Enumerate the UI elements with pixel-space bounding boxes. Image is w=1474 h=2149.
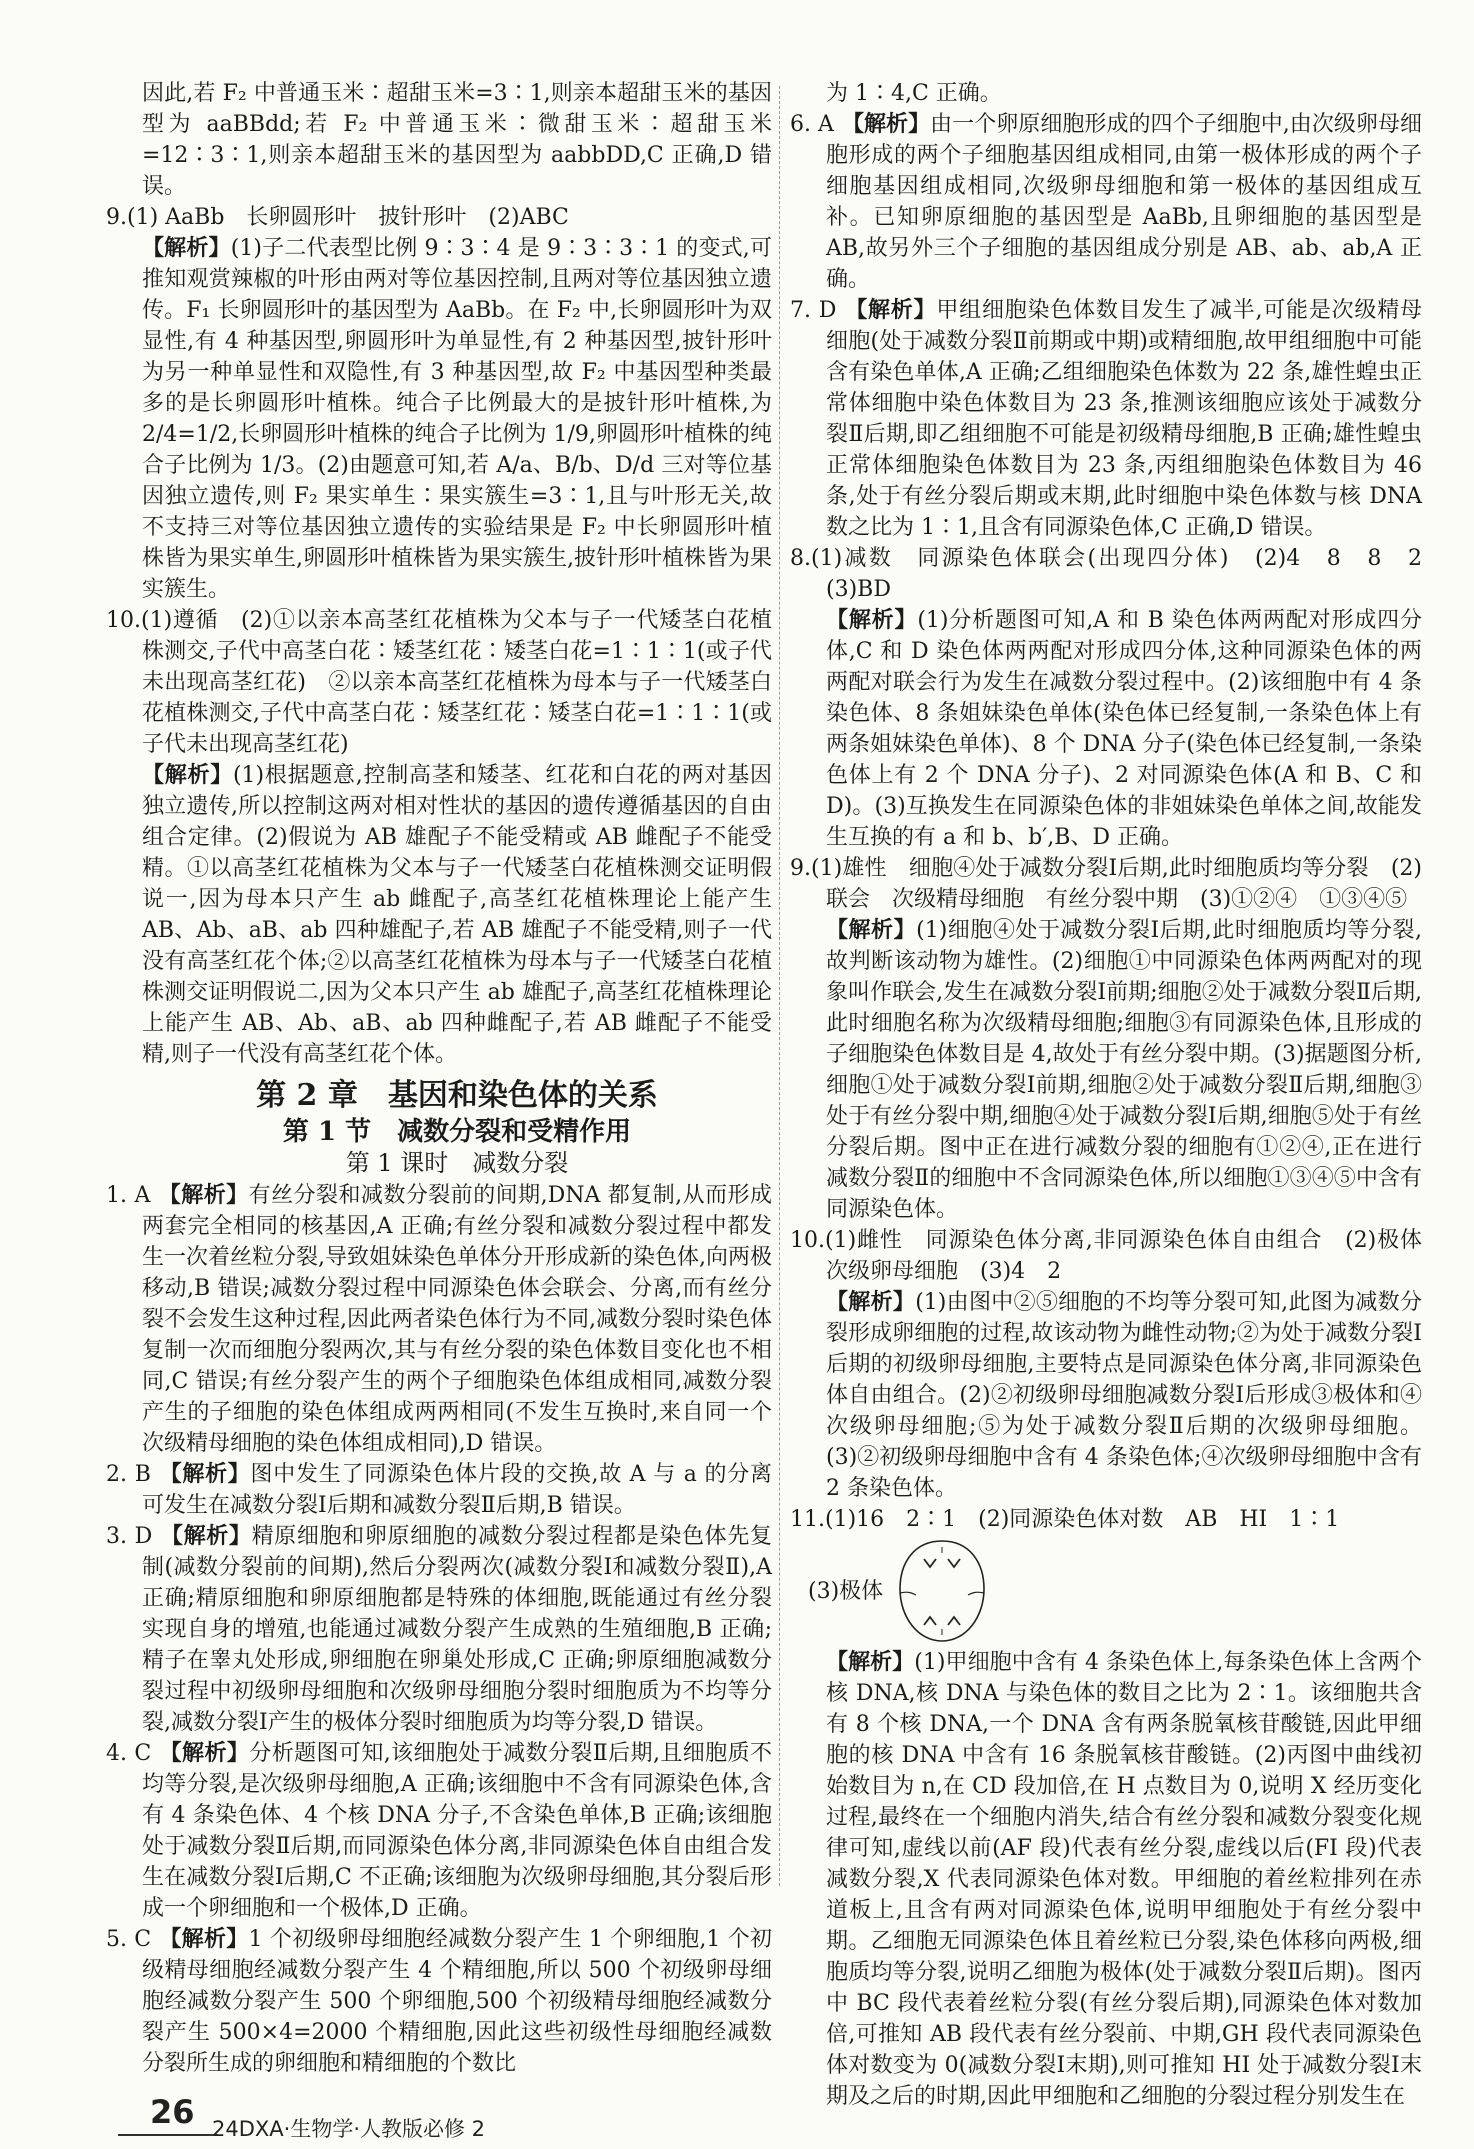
q11-analysis (790, 1647, 1422, 2112)
analysis-tag: 【解析】 (841, 111, 931, 137)
analysis-tag: 【解析】 (158, 1461, 251, 1487)
analysis-tag: 【解析】 (159, 1926, 249, 1952)
q10-answer: 10.(1)遵循 (2)①以亲本高茎红花植株为父本与子一代矮茎白花植株测交,子代中高茎白花∶矮茎红花∶矮茎白花=1∶1∶1(或子代未出现高茎红花) ②以亲本高茎红花植株为母本与子一代矮茎白花植株测交,子代中高茎白花∶矮茎红花∶矮茎白花=1∶1∶1(或子代未出现高茎红花) (106, 608, 772, 757)
analysis-text: 甲组细胞染色体数目发生了减半,可能是次级精母细胞(处于减数分裂Ⅱ前期或中期)或精细胞,故甲组细胞中可能含有染色单体,A 正确;乙组细胞染色体数为 22 条,雄性蝗虫正常体细胞中染色体数目为 23 条,推测该细胞应该处于减数分裂Ⅱ后期,即乙组细胞不可能是初级精母细胞,B 正确;雄性蝗虫正常体细胞染色体数目为 23 条,丙组细胞染色体数目为 46 条,处于有丝分裂后期或末期,此时细胞中染色体数与核 DNA 数之比为 1∶1,且含有同源染色体,C 正确,D 错误。 (826, 298, 1422, 540)
q10-analysis (106, 760, 772, 1070)
section-title: 第 1 节 减数分裂和受精作用 (282, 1117, 632, 1147)
answer-label: 6. A (790, 112, 834, 137)
answer-label: 2. B (106, 1462, 151, 1487)
analysis-tag: 【解析】 (142, 235, 231, 261)
cell-furrow-left (900, 1592, 916, 1595)
chromosome-top-right (948, 1559, 960, 1567)
analysis-tag: 【解析】 (826, 607, 918, 633)
analysis-tag: 【解析】 (844, 297, 937, 323)
q8-analysis (790, 605, 1422, 853)
analysis-text: (1)子二代表型比例 9∶3∶4 是 9∶3∶3∶1 的变式,可推知观赏辣椒的叶形由两对等位基因控制,且两对等位基因独立遗传。F₁ 长卵圆形叶的基因型为 AaBb。在 F₂ 中,长卵圆形叶为双显性,有 4 种基因型,卵圆形叶为单显性,有 2 种基因型,披针形叶为另一种单显性和双隐性,有 3 种基因型,故 F₂ 中基因型种类最多的是长卵圆形叶植株。纯合子比例最大的是披针形叶植株,为 2/4=1/2,长卵圆形叶植株的纯合子比例为 1/9,卵圆形叶植株的纯合子比例为 1/3。(2)由题意可知,若 A/a、B/b、D/d 三对等位基因独立遗传,则 F₂ 果实单生∶果实簇生=3∶1,且与叶形无关,故不支持三对等位基因独立遗传的实验结果是 F₂ 中长卵圆形叶植株皆为果实单生,卵圆形叶植株皆为果实簇生,披针形叶植株皆为果实簇生。 (142, 236, 772, 602)
answer-label: 7. D (790, 298, 837, 323)
analysis-tag: 【解析】 (826, 1649, 915, 1675)
analysis-text: 图中发生了同源染色体片段的交换,故 A 与 a 的分离可发生在减数分裂Ⅰ后期和减数分裂Ⅱ后期,B 错误。 (142, 1462, 772, 1518)
answer-label: 4. C (106, 1741, 152, 1766)
q9-answer: 9.(1) AaBb 长卵圆形叶 披针形叶 (2)ABC (106, 205, 569, 230)
left-column (106, 78, 772, 2076)
analysis-text: 分析题图可知,该细胞处于减数分裂Ⅱ后期,且细胞质不均等分裂,是次级卵母细胞,A 正确;该细胞中不含有同源染色体,含有 4 条染色体、4 个核 DNA 分子,不含染色单体,B 正确;该细胞处于减数分裂Ⅱ后期,而同源染色体分离,非同源染色体自由组合发生在减数分裂Ⅰ后期,C 不正确;该细胞为次级卵母细胞,其分裂后形成一个卵细胞和一个极体,D 正确。 (142, 1741, 772, 1921)
analysis-text: 1 个初级卵母细胞经减数分裂产生 1 个卵细胞,1 个初级精母细胞经减数分裂产生 4 个精细胞,所以 500 个初级卵母细胞经减数分裂产生 500 个卵细胞,500 个初级精母细胞经减数分裂产生 500×4=2000 个精细胞,因此这些初级性母细胞经减数分裂所生成的卵细胞和精细胞的个数比 (142, 1927, 772, 2076)
polar-body-cell-drawing (896, 1537, 988, 1645)
q10-answer: 10.(1)雌性 同源染色体分离,非同源染色体自由组合 (2)极体 次级卵母细胞 (3)4 2 (790, 1228, 1445, 1284)
page-number-underline (118, 2134, 218, 2136)
analysis-text: (1)由图中②⑤细胞的不均等分裂可知,此图为减数分裂形成卵细胞的过程,故该动物为雌性动物;②为处于减数分裂Ⅰ后期的初级卵母细胞,主要特点是同源染色体分离,非同源染色体自由组合。(2)②初级卵母细胞减数分裂Ⅰ后形成③极体和④次级卵母细胞;⑤为处于减数分裂Ⅱ后期的次级卵母细胞。(3)②初级卵母细胞中含有 4 条染色体;④次级卵母细胞中含有 2 条染色体。 (826, 1290, 1422, 1501)
q9-analysis (106, 233, 772, 605)
q11-answer: 11.(1)16 2∶1 (2)同源染色体对数 AB HI 1∶1 (790, 1507, 1340, 1532)
analysis-text: 有丝分裂和减数分裂前的间期,DNA 都复制,从而形成两套完全相同的核基因,A 正确;有丝分裂和减数分裂过程中都发生一次着丝粒分裂,导致姐妹染色单体分开形成新的染色体,向两极移动,B 错误;减数分裂过程中同源染色体会联会、分离,而有丝分裂不会发生这种过程,因此两者染色体行为不同,减数分裂时染色体复制一次而细胞分裂两次,其与有丝分裂的染色体数目变化也不相同,C 错误;有丝分裂产生的两个子细胞染色体组成相同,减数分裂产生的子细胞的染色体组成两两相同(不发生互换时,来自同一个次级精母细胞的染色体组成相同),D 错误。 (142, 1183, 772, 1456)
lesson-answer-5 (106, 1924, 772, 2079)
q5-continuation: 为 1∶4,C 正确。 (826, 81, 1002, 106)
page-number: 26 (150, 2093, 195, 2131)
q8-answer: 8.(1)减数 同源染色体联会(出现四分体) (2)4 8 8 2 (3)BD (790, 546, 1445, 602)
analysis-text: (1)甲细胞中含有 4 条染色体上,每条染色体上含两个核 DNA,核 DNA 与染色体的数目之比为 2∶1。该细胞共含有 8 个核 DNA,一个 DNA 含有两条脱氧核苷酸链,因此甲细胞的核 DNA 中含有 16 条脱氧核苷酸链。(2)丙图中曲线初始数目为 n,在 CD 段加倍,在 H 点数目为 0,说明 X 经历变化过程,最终在一个细胞内消失,结合有丝分裂和减数分裂变化规律可知,虚线以前(AF 段)代表有丝分裂,虚线以后(FI 段)代表减数分裂,X 代表同源染色体对数。甲细胞的着丝粒排列在赤道板上,且含有两对同源染色体,说明甲细胞处于有丝分裂中期。乙细胞无同源染色体且着丝粒已分裂,染色体移向两极,细胞质均等分裂,说明乙细胞为极体(处于减数分裂Ⅱ后期)。图丙中 BC 段代表着丝粒分裂(有丝分裂后期),同源染色体对数加倍,可推知 AB 段代表有丝分裂前、中期,GH 段代表同源染色体对数变为 0(减数分裂Ⅰ末期),则可推知 HI 处于减数分裂Ⅰ末期及之后的时期,因此甲细胞和乙细胞的分裂过程分别发生在 (826, 1650, 1422, 2109)
lesson-answer-7 (790, 295, 1422, 543)
analysis-tag: 【解析】 (158, 1182, 249, 1208)
chapter-title: 第 2 章 基因和染色体的关系 (256, 1078, 658, 1113)
book-info: 24DXA·生物学·人教版必修 2 (212, 2117, 486, 2141)
analysis-text: (1)细胞④处于减数分裂Ⅰ后期,此时细胞质均等分裂,故判断该动物为雄性。(2)细胞①中同源染色体两两配对的现象叫作联会,发生在减数分裂Ⅰ前期;细胞②处于减数分裂Ⅱ后期,此时细胞名称为次级精母细胞;细胞③有同源染色体,且形成的子细胞染色体数目是 4,故处于有丝分裂中期。(3)据题图分析,细胞①处于减数分裂Ⅰ前期,细胞②处于减数分裂Ⅱ后期,细胞③处于有丝分裂中期,细胞④处于减数分裂Ⅰ后期,细胞⑤处于有丝分裂后期。图中正在进行减数分裂的细胞有①②④,正在进行减数分裂Ⅱ的细胞中不含同源染色体,所以细胞①③④⑤中含有同源染色体。 (826, 918, 1422, 1222)
lesson-answer-1 (106, 1180, 772, 1459)
cell-furrow-right (968, 1592, 984, 1595)
chromosome-top-left (924, 1559, 936, 1567)
lesson-answer-4 (106, 1738, 772, 1924)
chromosome-bottom-left (924, 1617, 936, 1625)
chromosome-bottom-right (948, 1617, 960, 1625)
analysis-tag: 【解析】 (159, 1740, 250, 1766)
lesson-answer-3 (106, 1521, 772, 1738)
analysis-text: 精原细胞和卵原细胞的减数分裂过程都是染色体先复制(减数分裂前的间期),然后分裂两次(减数分裂Ⅰ和减数分裂Ⅱ),A 正确;精原细胞和卵原细胞都是特殊的体细胞,既能通过有丝分裂实现自身的增殖,也能通过减数分裂产生成熟的生殖细胞,B 正确;精子在睾丸处形成,卵细胞在卵巢处形成,C 正确;卵原细胞减数分裂过程中初级卵母细胞和次级卵母细胞分裂时细胞质为不均等分裂,减数分裂Ⅰ产生的极体分裂时细胞质为均等分裂,D 错误。 (142, 1524, 772, 1735)
answer-label: 1. A (106, 1183, 151, 1208)
analysis-tag: 【解析】 (826, 917, 917, 943)
q8-continuation: 因此,若 F₂ 中普通玉米∶超甜玉米=3∶1,则亲本超甜玉米的基因型为 aaBBdd;若 F₂ 中普通玉米∶微甜玉米∶超甜玉米=12∶3∶1,则亲本超甜玉米的基因型为 aabbDD,C 正确,D 错误。 (142, 81, 772, 199)
q11-part3 (790, 1535, 1422, 1647)
answer-label: 3. D (106, 1524, 153, 1549)
analysis-tag: 【解析】 (142, 762, 233, 788)
lesson-answer-2 (106, 1459, 772, 1521)
column-divider (779, 86, 780, 1886)
analysis-tag: 【解析】 (160, 1523, 252, 1549)
cell-membrane (900, 1541, 984, 1641)
q11-part3-label: (3)极体 (808, 1578, 884, 1604)
analysis-tag: 【解析】 (826, 1289, 916, 1315)
right-column (790, 78, 1445, 2109)
q9-answer: 9.(1)雄性 细胞④处于减数分裂Ⅰ后期,此时细胞质均等分裂 (2)联会 次级精母细胞 有丝分裂中期 (3)①②④ ①③④⑤ (790, 856, 1422, 912)
lesson-answer-6 (790, 109, 1422, 295)
lesson-title: 第 1 课时 减数分裂 (345, 1149, 569, 1177)
analysis-text: (1)根据题意,控制高茎和矮茎、红花和白花的两对基因独立遗传,所以控制这两对相对性状的基因的遗传遵循基因的自由组合定律。(2)假说为 AB 雄配子不能受精或 AB 雌配子不能受精。①以高茎红花植株为父本与子一代矮茎白花植株测交证明假说一,因为母本只产生 ab 雌配子,高茎红花植株理论上能产生 AB、Ab、aB、ab 四种雄配子,若 AB 雄配子不能受精,则子一代没有高茎红花个体;②以高茎红花植株为母本与子一代矮茎白花植株测交证明假说二,因为父本只产生 ab 雄配子,高茎红花植株理论上能产生 AB、Ab、aB、ab 四种雌配子,若 AB 雌配子不能受精,则子一代没有高茎红花个体。 (142, 763, 772, 1067)
analysis-text: 由一个卵原细胞形成的四个子细胞中,由次级卵母细胞形成的两个子细胞基因组成相同,由第一极体形成的两个子细胞基因组成相同,次级卵母细胞和第一极体的基因组成互补。已知卵原细胞的基因型是 AaBb,且卵细胞的基因型是 AB,故另外三个子细胞的基因组成分别是 AB、ab、ab,A 正确。 (826, 112, 1422, 292)
answer-label: 5. C (106, 1927, 152, 1952)
q10-analysis (790, 1287, 1422, 1504)
q9-analysis (790, 915, 1422, 1225)
analysis-text: (1)分析题图可知,A 和 B 染色体两两配对形成四分体,C 和 D 染色体两两配对形成四分体,这种同源染色体的两两配对联会行为发生在减数分裂过程中。(2)该细胞中有 4 条染色体、8 条姐妹染色单体(染色体已经复制,一条染色体上有两条姐妹染色单体)、8 个 DNA 分子(染色体已经复制,一条染色体上有 2 个 DNA 分子)、2 对同源染色体(A 和 B、C 和 D)。(3)互换发生在同源染色体的非姐妹染色单体之间,故能发生互换的有 a 和 b、b′,B、D 正确。 (826, 608, 1422, 850)
